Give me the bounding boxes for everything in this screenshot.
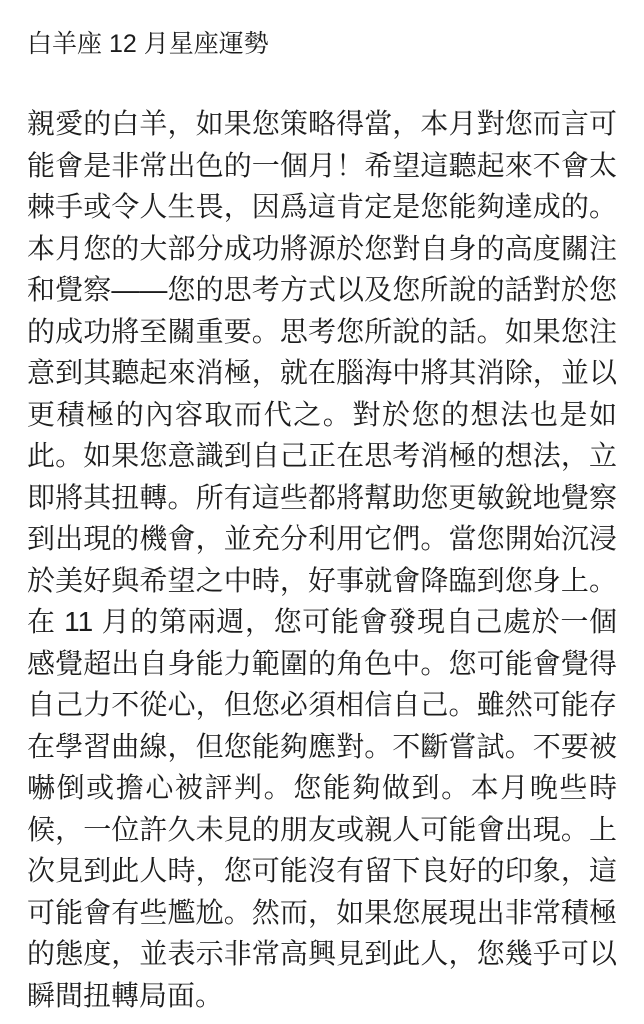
text-line: 到出現的機會，並充分利用它們。當您開始沉浸	[27, 523, 617, 554]
text-line: 和覺察——您的思考方式以及您所說的話對於您	[27, 274, 617, 305]
text-line: 在學習曲線，但您能夠應對。不斷嘗試。不要被	[27, 730, 617, 762]
text-line: 於美好與希望之中時，好事就會降臨到您身上。	[27, 564, 617, 596]
text-line: 本月您的大部分成功將源於您對自身的高度關注	[27, 232, 617, 264]
text-line: 親愛的白羊，如果您策略得當，本月對您而言可	[27, 108, 617, 139]
text-line: 的態度，並表示非常高興見到此人，您幾乎可以	[27, 938, 617, 969]
text-line: 能會是非常出色的一個月！希望這聽起來不會太	[27, 149, 617, 181]
article-title: 白羊座 12 月星座運勢	[27, 30, 269, 58]
text-line: 的成功將至關重要。思考您所說的話。如果您注	[27, 315, 617, 347]
text-line: 候，一位許久未見的朋友或親人可能會出現。上	[27, 813, 617, 845]
text-line: 此。如果您意識到自己正在思考消極的想法，立	[27, 440, 617, 471]
text-line: 在 11 月的第兩週，您可能會發現自己處於一個	[27, 606, 617, 637]
text-line: 可能會有些尷尬。然而，如果您展現出非常積極	[27, 896, 617, 928]
article-body	[27, 103, 617, 1016]
text-line: 更積極的內容取而代之。對於您的想法也是如	[27, 398, 617, 430]
text-line: 意到其聽起來消極，就在腦海中將其消除，並以	[27, 357, 617, 388]
text-line: 即將其扭轉。所有這些都將幫助您更敏銳地覺察	[27, 481, 617, 513]
text-line: 嚇倒或擔心被評判。您能夠做到。本月晚些時	[27, 772, 617, 803]
text-line: 自己力不從心，但您必須相信自己。雖然可能存	[27, 689, 617, 720]
text-line: 次見到此人時，您可能沒有留下良好的印象，這	[27, 855, 617, 886]
text-line: 感覺超出自身能力範圍的角色中。您可能會覺得	[27, 647, 617, 679]
text-line: 棘手或令人生畏，因爲這肯定是您能夠達成的。	[27, 191, 617, 222]
text-line: 瞬間扭轉局面。	[27, 979, 224, 1011]
